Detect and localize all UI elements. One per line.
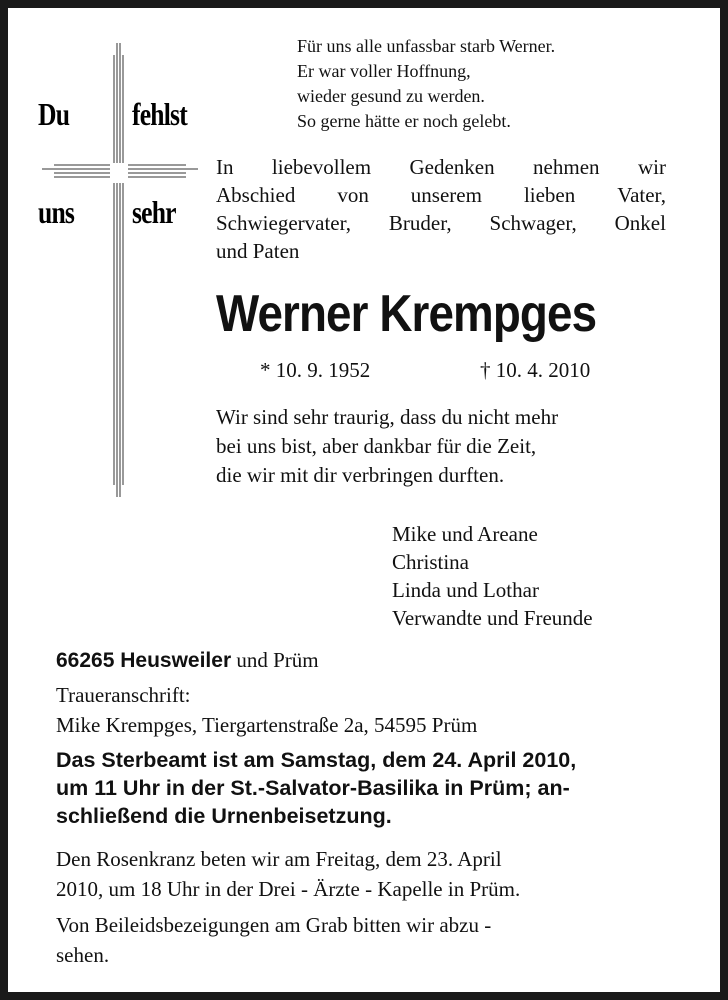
intro-line: und Paten <box>216 239 300 263</box>
intro-word: wir <box>637 155 666 179</box>
mourning-address <box>56 680 477 740</box>
cross-word: Du <box>38 96 70 132</box>
location-town: 66265 Heusweiler <box>56 649 232 672</box>
intro-word: nehmen <box>533 155 600 179</box>
rosary-line: Den Rosenkranz beten wir am Freitag, dem 23. April <box>56 847 502 871</box>
cross-word: sehr <box>132 194 176 230</box>
intro-text <box>216 153 666 265</box>
condolence-line: Von Beileidsbezeigungen am Grab bitten wir abzu - <box>56 913 492 937</box>
deceased-name: Werner Krempges <box>216 285 597 343</box>
address-value: Mike Krempges, Tiergartenstraße 2a, 54595 Prüm <box>56 713 478 737</box>
intro-word: Onkel <box>614 211 666 235</box>
cross-word: uns <box>38 194 75 230</box>
family-member: Mike und Areane <box>392 522 538 546</box>
poem-line: wieder gesund zu werden. <box>297 86 485 106</box>
intro-word: Bruder, <box>388 211 452 235</box>
farewell-text <box>216 403 558 490</box>
family-member: Verwandte und Freunde <box>392 606 593 630</box>
intro-word: Schwiegervater, <box>216 211 352 235</box>
intro-word: Gedenken <box>409 155 495 179</box>
intro-word: Vater, <box>617 183 666 207</box>
intro-line <box>216 209 666 237</box>
service-line: schließend die Urnenbeisetzung. <box>56 804 392 828</box>
farewell-line: bei uns bist, aber dankbar für die Zeit, <box>216 434 537 458</box>
funeral-service <box>56 746 576 830</box>
poem-line: Er war voller Hoffnung, <box>297 61 471 81</box>
intro-word: Schwager, <box>489 211 577 235</box>
rosary-line: 2010, um 18 Uhr in der Drei - Ärzte - Kapelle in Prüm. <box>56 877 521 901</box>
farewell-line: Wir sind sehr traurig, dass du nicht mehr <box>216 405 559 429</box>
intro-word: unserem <box>410 183 482 207</box>
intro-line <box>216 181 666 209</box>
service-line: Das Sterbeamt ist am Samstag, dem 24. April 2010, <box>56 748 577 772</box>
intro-word: In <box>216 155 234 179</box>
rosary-info <box>56 844 520 904</box>
intro-word: Abschied <box>216 183 296 207</box>
intro-word: liebevollem <box>271 155 372 179</box>
location <box>56 648 319 673</box>
condolence-line: sehen. <box>56 943 110 967</box>
intro-line <box>216 153 666 181</box>
intro-word: lieben <box>523 183 576 207</box>
cross-word: fehlst <box>132 96 187 132</box>
intro-word: von <box>337 183 369 207</box>
location-rest: und Prüm <box>231 648 319 672</box>
family-member: Christina <box>392 550 469 574</box>
poem-line: So gerne hätte er noch gelebt. <box>297 111 511 131</box>
death-date: † 10. 4. 2010 <box>480 358 591 382</box>
birth-date: * 10. 9. 1952 <box>260 358 371 382</box>
condolence-note <box>56 910 491 970</box>
service-line: um 11 Uhr in der St.-Salvator-Basilika in Prüm; an- <box>56 776 570 800</box>
poem <box>297 34 555 134</box>
family-member: Linda und Lothar <box>392 578 539 602</box>
farewell-line: die wir mit dir verbringen durften. <box>216 463 505 487</box>
family-list <box>392 520 593 632</box>
address-label: Traueranschrift: <box>56 683 191 707</box>
poem-line: Für uns alle unfassbar starb Werner. <box>297 36 556 56</box>
